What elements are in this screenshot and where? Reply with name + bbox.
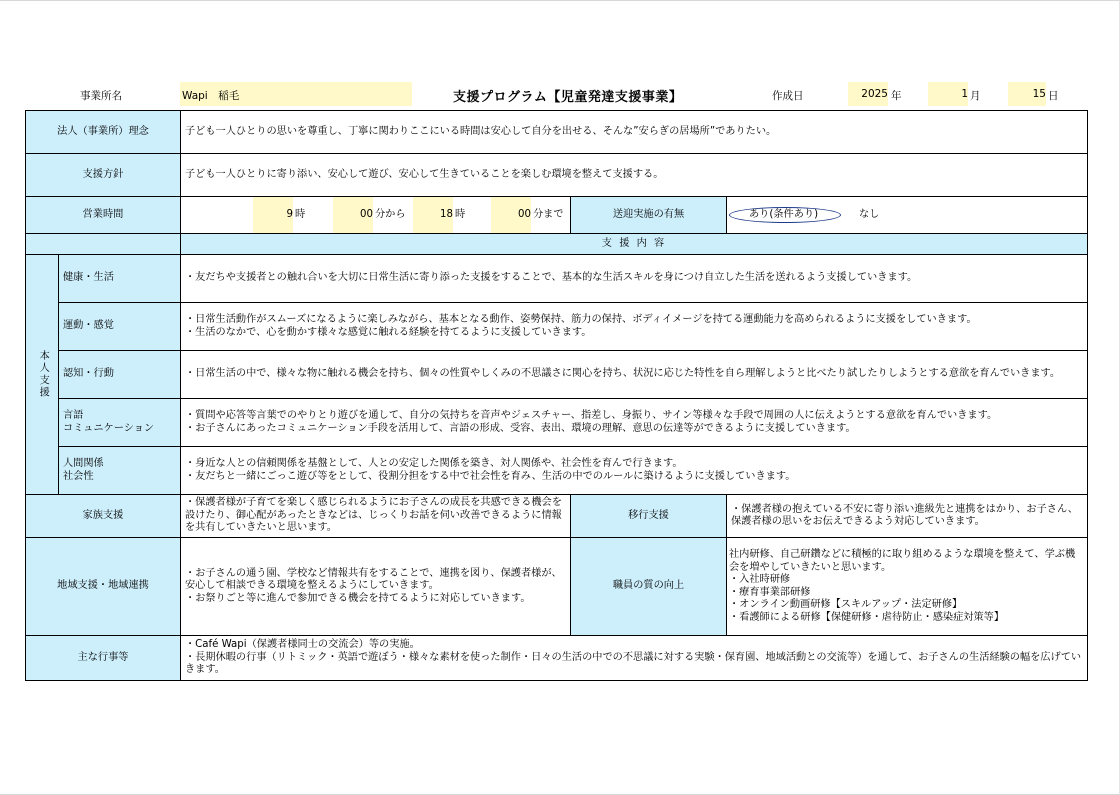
text-line: ・生活のなかで、心を動かす様々な感覚に触れる経験を持てるように支援していきます。 [185, 326, 592, 338]
family-text[interactable]: ・保護者様が子育てを楽しく感じられるようにお子さんの成長を共感できる機会を設けたり、御心配があったときなどは、じっくりお話を伺い改善できるように情報を共有していきたいと思います。 [181, 495, 571, 538]
text-line: ・日常生活動作がスムーズになるように楽しみながら、基本となる動作、姿勢保持、筋力の保持、ボディイメージを持てる運動能力を高められるように支援をしていきます。 [185, 314, 977, 325]
office-label: 事業所名 [80, 90, 122, 102]
text-line: ・長期休暇の行事（リトミック・英語で遊ぼう・様々な素材を使った制作・日々の生活の中での不思議に対する実験・保育園、地域活動との交流等）を通して、お子さんの生活経験の幅を広げていきます。 [185, 651, 1082, 676]
text-line: ・お祭りごと等に進んで参加できる機会を持てるように対応していきます。 [185, 592, 531, 604]
philosophy-row [26, 111, 1088, 154]
transport-no-option[interactable]: なし [859, 209, 880, 220]
support-content-header: 支 援 内 容 [181, 234, 1088, 255]
month-unit: 月 [970, 90, 981, 102]
personal-support-group [26, 255, 59, 495]
transition-text[interactable]: ・保護者様の抱えている不安に寄り添い進級先と連携をはかり、お子さん、保護者様の思いをお伝えできるよう対応していきます。 [727, 495, 1088, 538]
text-line: ・療育事業部研修 [729, 586, 811, 598]
personal-row-label: 運動・感覚 [59, 303, 181, 351]
text-line: ・お子さんの通う園、学校など情報共有をすることで、連携を図り、保護者様が、安心して相談できる環境を整えるようにしていきます。 [185, 567, 562, 592]
month-value: 1 [961, 88, 968, 100]
events-text[interactable] [181, 636, 1088, 681]
philosophy-text[interactable]: 子ども一人ひとりの思いを尊重し、丁寧に関わりここにいる時間は安心して自分を出せる、そんな”安らぎの居場所”でありたい。 [181, 111, 1088, 154]
start-min-field[interactable] [333, 197, 373, 233]
text-line: ・入社時研修 [729, 574, 791, 585]
transition-label: 移行支援 [571, 495, 727, 538]
until-unit: 分まで [533, 209, 564, 220]
start-hour: 9 [286, 209, 293, 220]
text-line: ・お子さんにあったコミュニケーション手段を活用して、言語の形成、受容、表出、環境の理解、意思の伝達等ができるように支援していきます。 [185, 422, 856, 434]
philosophy-label: 法人（事業所）理念 [26, 111, 181, 154]
text-line: ・看護師による研修【保健研修・虐待防止・感染症対策等】 [729, 611, 1005, 623]
staff-label: 職員の質の向上 [571, 538, 727, 636]
end-min-field[interactable] [491, 197, 531, 233]
month-field[interactable] [928, 82, 968, 106]
end-hour-unit: 時 [455, 209, 466, 220]
events-row [26, 636, 1088, 681]
text-line: ・身近な人との信頼関係を基盤として、人との安定した関係を築き、対人関係や、社会性を育んで行きます。 [185, 458, 683, 469]
hours-label: 営業時間 [26, 197, 181, 234]
community-label: 地域支援・地域連携 [26, 538, 181, 636]
personal-row-label: 言語 コミュニケーション [59, 399, 181, 447]
text-line: ・日常生活の中で、様々な物に触れる機会を持ち、個々の性質やしくみの不思議さに関心を持ち、状況に応じた特性を自ら理解しようと比べたり試したりしようとする意欲を育んでいきます。 [185, 368, 1061, 380]
text-line: ・質問や応答等言葉でのやりとり遊びを通して、自分の気持ちを音声やジェスチャー、指差し、身振り、サイン等様々な手段で周囲の人に伝えようとする意欲を育んでいきます。 [185, 410, 998, 421]
events-label: 主な行事等 [26, 636, 181, 681]
start-min: 00 [360, 209, 373, 220]
transport-cell [727, 197, 1088, 234]
created-label: 作成日 [772, 90, 804, 102]
day-field[interactable] [1008, 82, 1046, 106]
start-hour-field[interactable] [253, 197, 293, 233]
personal-row-1 [26, 255, 1088, 303]
text-line: ・友だちや支援者との触れ合いを大切に日常生活に寄り添った支援をすることで、基本的な生活スキルを身につけ自立した生活を送れるよう支援していきます。 [185, 272, 918, 284]
personal-row-text[interactable] [181, 255, 1088, 303]
text-line: ・オンライン動画研修【スキルアップ・法定研修】 [729, 599, 963, 610]
personal-row-4 [26, 399, 1088, 447]
policy-row [26, 154, 1088, 197]
personal-row-5 [26, 447, 1088, 495]
end-hour: 18 [440, 209, 453, 220]
family-label: 家族支援 [26, 495, 181, 538]
community-text[interactable] [181, 538, 571, 636]
personal-support-label: 本人支援 [37, 350, 49, 399]
personal-row-text[interactable] [181, 447, 1088, 495]
transport-yes-option[interactable]: あり(条件あり) [749, 209, 819, 220]
personal-row-label: 人間関係 社会性 [59, 447, 181, 495]
transport-label: 送迎実施の有無 [571, 197, 727, 234]
personal-row-label: 健康・生活 [59, 255, 181, 303]
hour-unit: 時 [295, 209, 306, 220]
policy-text[interactable]: 子ども一人ひとりに寄り添い、安心して遊び、安心して生きていることを楽しむ環境を整えて支援する。 [181, 154, 1088, 197]
end-min: 00 [518, 209, 531, 220]
year-value: 2025 [861, 88, 888, 100]
page-title: 支援プログラム【児童発達支援事業】 [453, 90, 683, 105]
personal-row-text[interactable] [181, 399, 1088, 447]
personal-row-text[interactable] [181, 303, 1088, 351]
office-name: Wapi 稲毛 [182, 90, 240, 102]
hours-cell [181, 197, 571, 234]
office-name-field[interactable] [180, 82, 412, 106]
end-hour-field[interactable] [413, 197, 453, 233]
text-line: 社内研修、自己研鑽などに積極的に取り組めるような環境を整えて、学ぶ機会を増やしていきたいと思います。 [729, 549, 1076, 573]
year-field[interactable] [848, 82, 888, 106]
policy-label: 支援方針 [26, 154, 181, 197]
from-unit: 分から [375, 209, 406, 220]
program-table [25, 110, 1088, 681]
text-line: ・Café Wapi（保護者様同士の交流会）等の実施。 [185, 639, 420, 651]
personal-row-2 [26, 303, 1088, 351]
year-unit: 年 [891, 90, 902, 102]
hours-row [26, 197, 1088, 234]
personal-row-label: 認知・行動 [59, 351, 181, 399]
staff-text[interactable] [727, 538, 1088, 636]
personal-row-text[interactable] [181, 351, 1088, 399]
support-header-spacer [26, 234, 181, 255]
family-row [26, 495, 1088, 538]
day-unit: 日 [1048, 90, 1059, 102]
support-content-header-row [26, 234, 1088, 255]
personal-row-3 [26, 351, 1088, 399]
community-row [26, 538, 1088, 636]
text-line: ・友だちと一緒にごっこ遊び等をとして、役割分担をする中で社会性を育み、生活の中でのルールに築けるように支援していきます。 [185, 470, 796, 482]
day-value: 15 [1032, 88, 1046, 100]
